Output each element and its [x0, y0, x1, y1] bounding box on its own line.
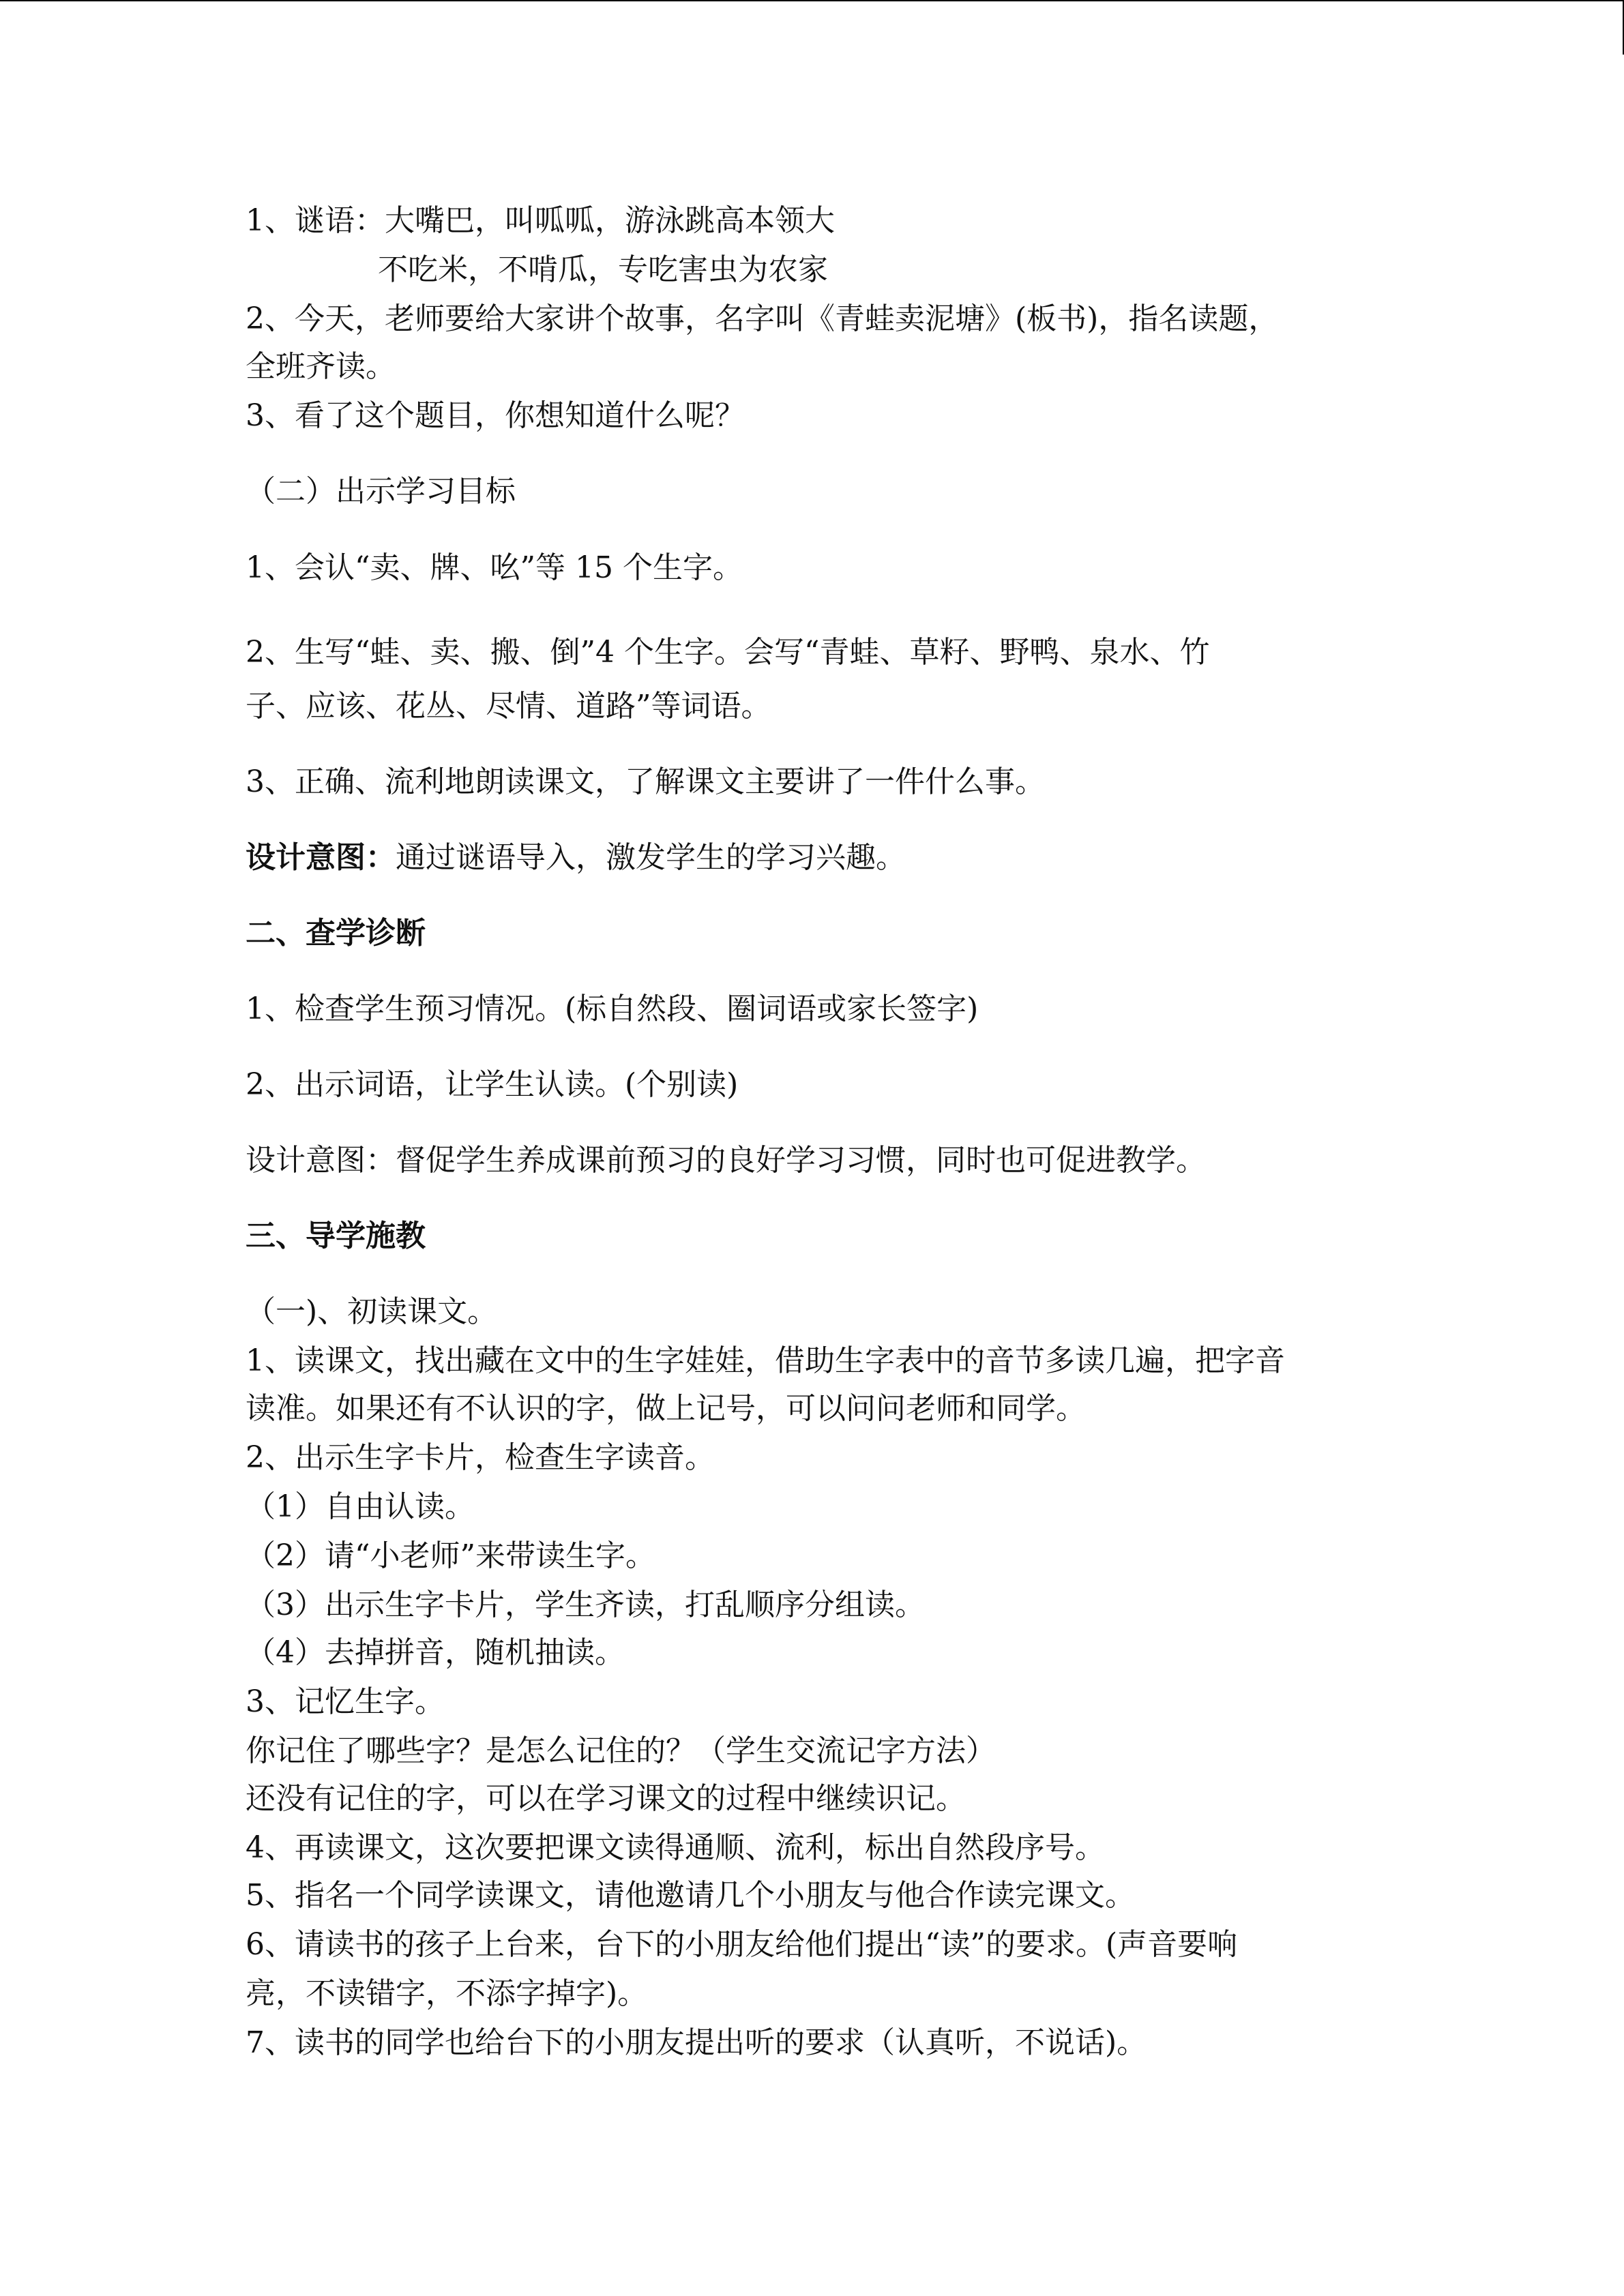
- section-guided-teaching: 三、导学施教: [246, 1219, 426, 1253]
- step-1-line-1: 1、读课文，找出藏在文中的生字娃娃，借助生字表中的音节多读几遍，把字音: [246, 1343, 1285, 1378]
- question-line: 3、看了这个题目，你想知道什么呢？: [246, 398, 745, 433]
- goal-2-line-2: 子、应该、花丛、尽情、道路”等词语。: [246, 689, 771, 724]
- goal-1: 1、会认“卖、牌、吆”等 15 个生字。: [246, 550, 743, 585]
- step-3-detail-2: 还没有记住的字，可以在学习课文的过程中继续识记。: [246, 1781, 966, 1816]
- step-3: 3、记忆生字。: [246, 1684, 445, 1719]
- step-2-sub-1: （1）自由认读。: [246, 1489, 475, 1524]
- goal-3: 3、正确、流利地朗读课文，了解课文主要讲了一件什么事。: [246, 764, 1045, 799]
- section-check-diagnosis: 二、查学诊断: [246, 916, 426, 951]
- riddle-line-1: 1、谜语：大嘴巴，叫呱呱，游泳跳高本领大: [246, 203, 835, 238]
- step-2-sub-3: （3）出示生字卡片，学生齐读，打乱顺序分组读。: [246, 1587, 925, 1622]
- section-learning-goals: （二）出示学习目标: [246, 474, 516, 509]
- first-reading-heading: （一)、初读课文。: [246, 1294, 498, 1329]
- step-4: 4、再读课文，这次要把课文读得通顺、流利，标出自然段序号。: [246, 1830, 1105, 1865]
- design-intent-label: 设计意图：: [246, 840, 396, 875]
- check-item-1: 1、检查学生预习情况。(标自然段、圈词语或家长签字): [246, 992, 979, 1026]
- step-6-line-1: 6、请读书的孩子上台来，台下的小朋友给他们提出“读”的要求。(声音要响: [246, 1927, 1238, 1962]
- design-intent-text: 通过谜语导入，激发学生的学习兴趣。: [396, 840, 906, 875]
- step-5: 5、指名一个同学读课文，请他邀请几个小朋友与他合作读完课文。: [246, 1878, 1135, 1913]
- step-6-line-2: 亮，不读错字，不添字掉字)。: [246, 1976, 648, 2011]
- step-1-line-2: 读准。如果还有不认识的字，做上记号，可以问问老师和同学。: [246, 1391, 1086, 1426]
- step-7: 7、读书的同学也给台下的小朋友提出听的要求（认真听，不说话)。: [246, 2025, 1147, 2060]
- story-intro-line-1: 2、今天，老师要给大家讲个故事，名字叫《青蛙卖泥塘》(板书)，指名读题，: [246, 301, 1279, 336]
- step-3-detail-1: 你记住了哪些字？是怎么记住的？（学生交流记字方法）: [246, 1733, 996, 1768]
- step-2-sub-2: （2）请“小老师”来带读生字。: [246, 1538, 655, 1573]
- step-2-sub-4: （4）去掉拼音，随机抽读。: [246, 1635, 625, 1670]
- check-item-2: 2、出示词语，让学生认读。(个别读): [246, 1067, 739, 1102]
- design-intent-1: [246, 837, 906, 878]
- step-2: 2、出示生字卡片，检查生字读音。: [246, 1440, 715, 1475]
- riddle-line-2: 不吃米，不啃瓜，专吃害虫为农家: [378, 252, 828, 287]
- story-intro-line-2: 全班齐读。: [246, 349, 396, 384]
- design-intent-2: 设计意图：督促学生养成课前预习的良好学习习惯，同时也可促进教学。: [246, 1143, 1206, 1178]
- page-top-border: [0, 0, 1624, 1]
- goal-2-line-1: 2、生写“蛙、卖、搬、倒”4 个生字。会写“青蛙、草籽、野鸭、泉水、竹: [246, 635, 1210, 670]
